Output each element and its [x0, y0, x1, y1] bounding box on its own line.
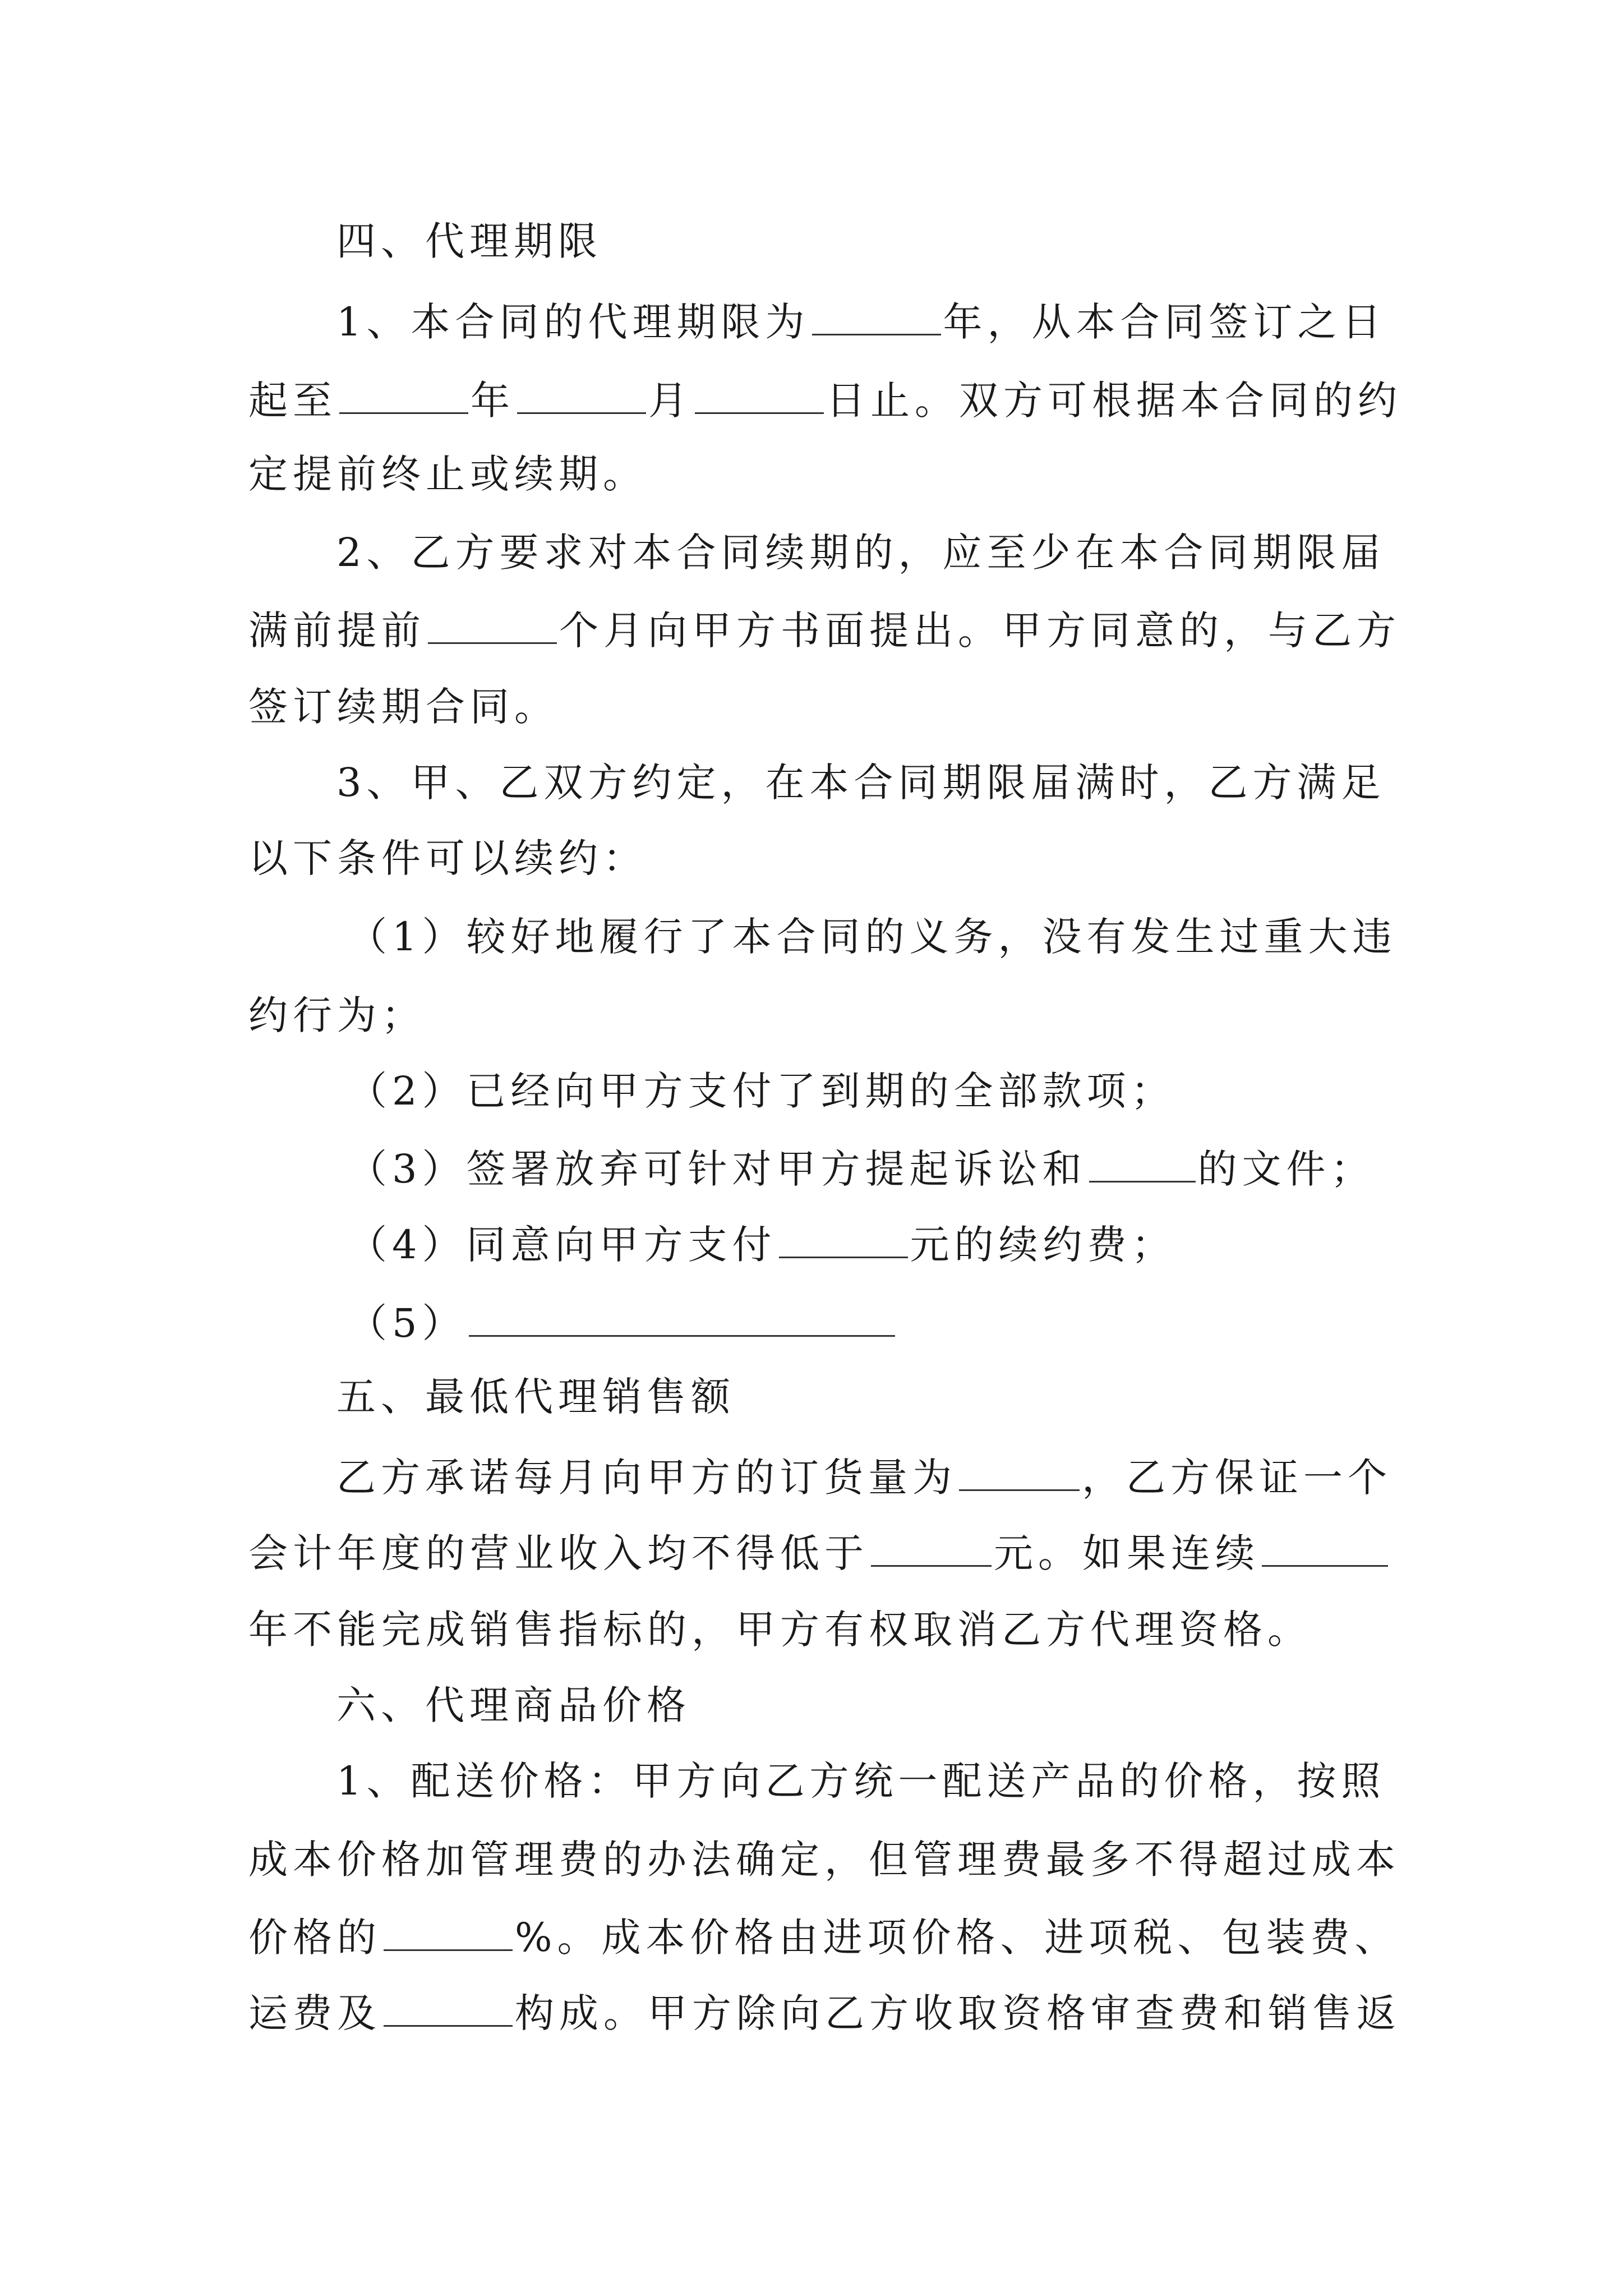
clause-6-1-line-1: 1、配送价格：甲方向乙方统一配送产品的价格，按照	[336, 1758, 1386, 1804]
condition-1-line-1: （1）较好地履行了本合同的义务，没有发生过重大违	[348, 914, 1397, 960]
clause-4-3-line-1: 3、甲、乙双方约定，在本合同期限届满时，乙方满足	[336, 760, 1386, 806]
clause-6-1-line-2: 成本价格加管理费的办法确定，但管理费最多不得超过成本	[248, 1837, 1400, 1883]
blank-field[interactable]	[517, 373, 646, 414]
blank-field[interactable]	[384, 1986, 513, 2027]
section-5-line-1: 乙方承诺每月向甲方的订货量为 ，乙方保证一个	[336, 1450, 1387, 1501]
blank-field[interactable]	[469, 1296, 895, 1337]
clause-4-2-line-1: 2、乙方要求对本合同续期的，应至少在本合同期限届	[336, 530, 1386, 576]
clause-6-1-line-3: 价格的 %。成本价格由进项价格、进项税、包装费、	[248, 1910, 1387, 1961]
clause-4-2-line-3: 签订续期合同。	[248, 684, 559, 730]
clause-6-1-line-4: 运费及 构成。甲方除向乙方收取资格审查费和销售返	[248, 1986, 1387, 2036]
blank-field[interactable]	[695, 373, 824, 414]
blank-field[interactable]	[384, 1910, 513, 1951]
condition-4: （4）同意向甲方支付 元的续约费；	[348, 1217, 1387, 1268]
clause-4-3-line-2: 以下条件可以续约：	[248, 835, 647, 881]
blank-field[interactable]	[812, 295, 941, 335]
section-5-line-2: 会计年度的营业收入均不得低于 元。如果连续	[248, 1526, 1387, 1576]
condition-3: （3）签署放弃可针对甲方提起诉讼和 的文件；	[348, 1142, 1387, 1192]
condition-1-line-2: 约行为；	[248, 992, 426, 1038]
clause-4-1-line-1: 1、本合同的代理期限为 年，从本合同签订之日	[336, 295, 1387, 345]
clause-4-1-line-2: 起至 年 月 日止。双方可根据本合同的约	[248, 373, 1387, 424]
section-5-title: 五、最低代理销售额	[336, 1374, 735, 1420]
blank-field[interactable]	[871, 1526, 992, 1567]
blank-field[interactable]	[428, 603, 557, 644]
condition-5: （5）	[348, 1296, 1387, 1346]
blank-field[interactable]	[339, 373, 468, 414]
blank-field[interactable]	[959, 1450, 1080, 1491]
section-6-title: 六、代理商品价格	[336, 1682, 691, 1728]
clause-4-2-line-2: 满前提前 个月向甲方书面提出。甲方同意的，与乙方	[248, 603, 1387, 654]
blank-field[interactable]	[1262, 1526, 1388, 1567]
condition-2: （2）已经向甲方支付了到期的全部款项；	[348, 1068, 1175, 1114]
section-5-line-3: 年不能完成销售指标的，甲方有权取消乙方代理资格。	[248, 1607, 1312, 1653]
blank-field[interactable]	[1089, 1142, 1196, 1182]
clause-4-1-line-3: 定提前终止或续期。	[248, 451, 647, 497]
blank-field[interactable]	[779, 1217, 908, 1258]
section-4-title: 四、代理期限	[336, 218, 602, 264]
